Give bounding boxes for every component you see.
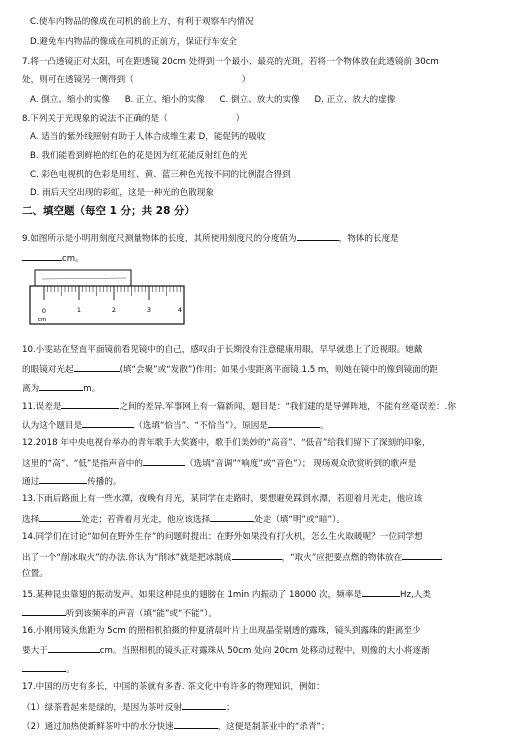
q11-stem-line2: 认为这个题目是 （选填“恰当”、“不恰当”），原因是 。 xyxy=(22,418,329,432)
q14-stem-line2: 出了一个“削冰取火”的办法.你认为“削冰”就是把冰制成 ，“取火”应把要点燃的物体放在 xyxy=(22,550,442,564)
q10-stem-line2: 的眼镜对光起 (填“会聚”或“发散”)作用；如果小雯距离平面镜 1.5 m，则她在镜中的像到镜面的距 xyxy=(22,362,438,376)
q13-stem-line2: 选择 处走；若背着月光走，他应该选择 处走（填“明”或“暗”）。 xyxy=(22,512,345,526)
section-heading-fill-in: 二、填空题（每空 1 分；共 28 分） xyxy=(22,205,196,217)
blank xyxy=(297,231,339,241)
q12-stem-line3: 通过 传播的。 xyxy=(22,474,122,488)
q7-option-a: A. 倒立、缩小的实像 xyxy=(30,95,110,105)
blank xyxy=(22,662,66,672)
ruler-label-0: 0 xyxy=(41,307,47,315)
q6-option-c: C.使车内物品的像成在司机的前上方，有利于观察车内情况 xyxy=(30,17,254,27)
blank xyxy=(74,362,120,372)
ruler-unit-cm: cm xyxy=(37,317,47,323)
blank xyxy=(82,418,134,428)
q9-stem-line1: 9.如图所示是小明用刻度尺测量物体的长度，其所使用刻度尺的分度值为 ，物体的长度是 xyxy=(22,231,399,245)
blank xyxy=(402,550,442,560)
ruler-label-2: 2 xyxy=(111,306,117,314)
q7-stem-line1: 7.将一凸透镜正对太阳，可在距透镜 20cm 处得到一个最小、最亮的光斑，若将一个物体放在此透镜前 30cm xyxy=(22,57,439,67)
blank xyxy=(268,418,320,428)
blank xyxy=(232,550,282,560)
q8-option-b: B. 我们能看到鲜艳的红色的花是因为红花能反射红色的光 xyxy=(30,151,248,161)
q16-stem-line1: 16.小刚用镜头焦距为 5cm 的照相机拍摄的仲夏清晨叶片上出现晶莹剔透的露珠，镜头到露珠的距离至少 xyxy=(22,626,421,636)
q7-option-d: D. 正立、放大的虚像 xyxy=(314,95,396,105)
q16-stem-line3: 。 xyxy=(22,662,75,676)
blank xyxy=(174,719,218,729)
q7-stem-line2: 处，则可在透镜另一侧得到（ ） xyxy=(22,75,251,85)
q8-option-c: C. 彩色电视机的色彩是用红、黄、蓝三种色光按不同的比例混合得到 xyxy=(30,170,291,180)
q6-option-d: D.避免车内物品的像成在司机的正前方，保证行车安全 xyxy=(30,37,238,47)
blank xyxy=(210,512,254,522)
q17-stem: 17.中国的历史有多长，中国的茶就有多香. 茶文化中有许多的物理知识，例如： xyxy=(22,682,325,692)
ruler-label-4: 4 xyxy=(177,306,183,314)
q16-stem-line2: 要大于 cm。当照相机的镜头正对露珠从 50cm 处向 20cm 处移动过程中，则像的大小将逐渐 xyxy=(22,643,430,657)
blank xyxy=(39,474,87,484)
q14-stem-line1: 14.同学们在讨论“如何在野外生存”的问题时提出：在野外如果没有打火机，怎么生火取暖呢？一位同学想 xyxy=(22,532,423,542)
q12-stem-line2: 这里的“高”、“低”是指声音中的 （选填“音调”“响度”或“音色”）； 现场观众欣赏听到的歌声是 xyxy=(22,456,416,470)
blank xyxy=(39,512,81,522)
q15-stem-line1: 15.某种昆虫靠翅的振动发声。如果这种昆虫的翅膀在 1min 内振动了 18000 次，频率是 Hz,人类 xyxy=(22,587,431,601)
blank xyxy=(48,643,100,653)
q11-stem-line1: 11.误差是 之间的差异.军事网上有一篇新闻，题目是：“我们建的是导弹阵地，不能有丝毫误差：.你 xyxy=(22,399,456,413)
q10-stem-line3: 离为 m。 xyxy=(22,381,100,395)
blank xyxy=(143,456,185,466)
q12-stem-line1: 12.2018 年中央电视台举办的青年歌手大奖赛中，歌手们美妙的“高音”、“低音”给我们留下了深刻的印象， xyxy=(22,438,431,448)
ruler-label-1: 1 xyxy=(76,306,82,314)
blank xyxy=(61,399,119,409)
q15-stem-line2: 听到该频率的声音（填“能”或“不能”）。 xyxy=(22,606,217,620)
ruler-label-3: 3 xyxy=(146,306,152,314)
q8-option-d: D. 雨后天空出现的彩虹，这是一种光的色散现象 xyxy=(30,188,214,198)
ruler-figure xyxy=(28,266,188,328)
blank xyxy=(362,587,400,597)
q8-stem: 8.下列关于光现象的说法不正确的是（ ） xyxy=(22,114,245,124)
q7-options xyxy=(30,94,407,106)
q14-stem-line3: 位置。 xyxy=(22,569,48,579)
q8-option-a: A. 适当的紫外线照射有助于人体合成维生素 D，能促钙的吸收 xyxy=(30,132,266,142)
q9-stem-line2: cm。 xyxy=(22,251,84,265)
blank xyxy=(22,606,66,616)
blank xyxy=(39,381,83,391)
q17-item-2: （2）通过加热使新鲜茶叶中的水分快速 ，这便是制茶业中的“杀青”； xyxy=(22,719,330,733)
q7-option-b: B. 正立、缩小的实像 xyxy=(124,95,205,105)
q17-item-1: （1）绿茶看起来是绿的，是因为茶叶反射 ； xyxy=(22,700,235,714)
q10-stem-line1: 10.小雯站在竖直平面镜前看见镜中的自己，感叹由于长期没有注意健康用眼，早早就患上了近视眼。她戴 xyxy=(22,345,423,355)
q7-option-c: C. 倒立、放大的实像 xyxy=(219,95,300,105)
blank xyxy=(22,251,62,261)
blank xyxy=(182,700,226,710)
q13-stem-line1: 13.下雨后路面上有一些水潭，夜晚有月光，某同学在走路时，要想避免踩到水潭，若迎着月光走，他应该 xyxy=(22,494,423,504)
